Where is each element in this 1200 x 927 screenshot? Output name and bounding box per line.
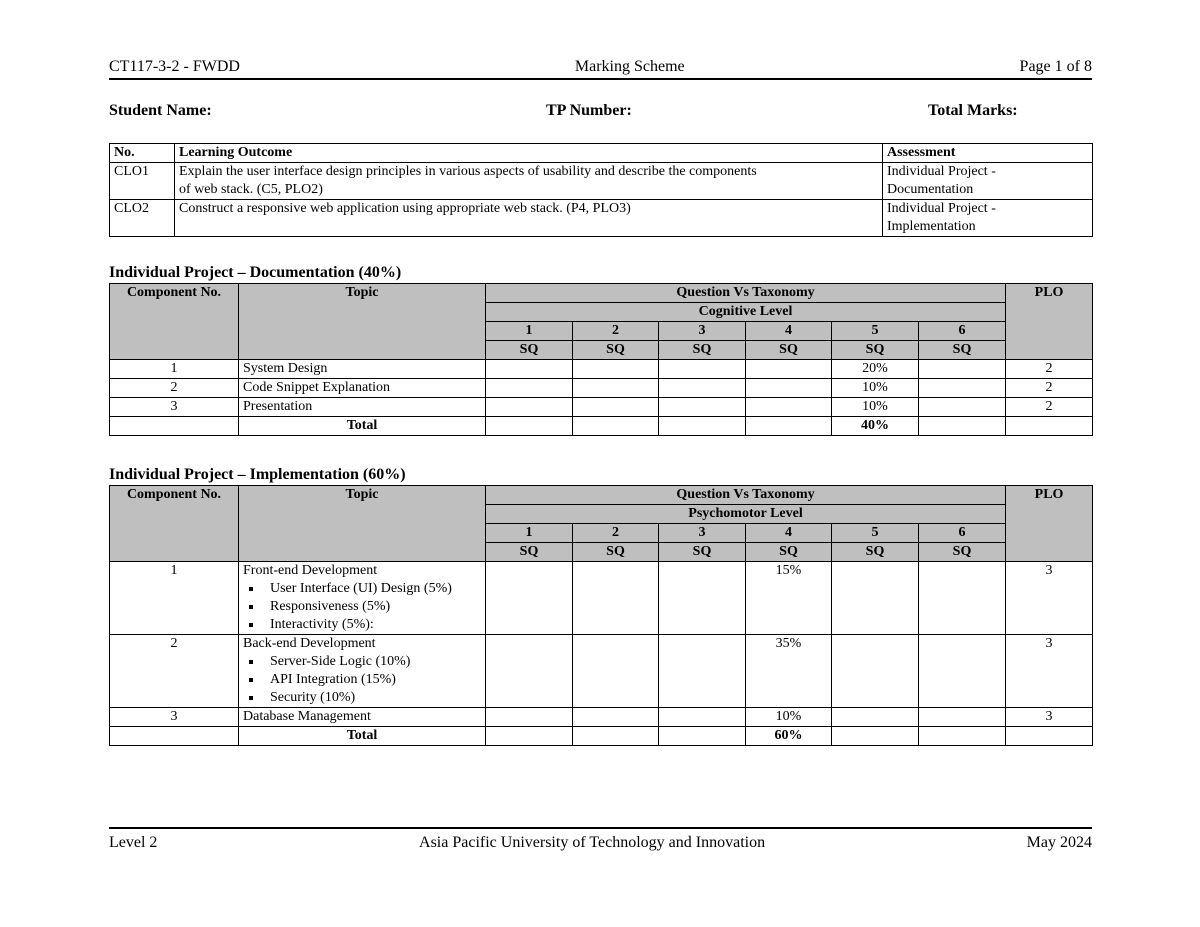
footer-date: May 2024 bbox=[1026, 834, 1092, 851]
component-no: 1 bbox=[110, 360, 239, 379]
list-item: User Interface (UI) Design (5%) bbox=[243, 580, 481, 598]
level-2: 2 bbox=[573, 524, 659, 543]
assessment-text: Individual Project - bbox=[887, 201, 996, 216]
topic: Presentation bbox=[239, 398, 486, 417]
topic bbox=[239, 635, 486, 708]
header-component: Component No. bbox=[110, 486, 239, 562]
level-2: 2 bbox=[573, 322, 659, 341]
clo-outcome bbox=[175, 200, 883, 237]
total-marks-label: Total Marks: bbox=[928, 102, 1018, 119]
table-row bbox=[110, 398, 1093, 417]
sq-label: SQ bbox=[659, 341, 746, 360]
sq-label: SQ bbox=[746, 341, 832, 360]
table-row bbox=[110, 379, 1093, 398]
header-plo: PLO bbox=[1006, 284, 1093, 360]
sq-label: SQ bbox=[573, 341, 659, 360]
level-6: 6 bbox=[919, 524, 1006, 543]
level-4: 4 bbox=[746, 322, 832, 341]
table-row bbox=[110, 200, 1093, 237]
table-row bbox=[110, 163, 1093, 200]
level-3: 3 bbox=[659, 322, 746, 341]
total-row bbox=[110, 727, 1093, 746]
page-header bbox=[109, 56, 1092, 80]
component-no: 2 bbox=[110, 635, 239, 708]
footer-level: Level 2 bbox=[109, 834, 158, 851]
assessment-text: Documentation bbox=[887, 182, 974, 197]
plo-value: 3 bbox=[1006, 635, 1093, 708]
student-name-label: Student Name: bbox=[109, 102, 212, 119]
clo-assessment bbox=[883, 200, 1093, 237]
header-component: Component No. bbox=[110, 284, 239, 360]
page-number: Page 1 of 8 bbox=[1019, 58, 1092, 75]
topic bbox=[239, 562, 486, 635]
topic-title: Front-end Development bbox=[243, 563, 378, 578]
sq-label: SQ bbox=[573, 543, 659, 562]
component-no: 3 bbox=[110, 398, 239, 417]
course-code: CT117-3-2 - FWDD bbox=[109, 58, 240, 75]
total-row bbox=[110, 417, 1093, 436]
level-3: 3 bbox=[659, 524, 746, 543]
learning-outcome-table bbox=[109, 143, 1093, 237]
sub-topic-list bbox=[243, 580, 481, 634]
plo-value: 3 bbox=[1006, 562, 1093, 635]
list-item: API Integration (15%) bbox=[243, 671, 481, 689]
list-item: Interactivity (5%): bbox=[243, 616, 481, 634]
total-label: Total bbox=[239, 417, 486, 436]
level-6: 6 bbox=[919, 322, 1006, 341]
level-1: 1 bbox=[486, 322, 573, 341]
implementation-table bbox=[109, 485, 1093, 746]
level-4: 4 bbox=[746, 524, 832, 543]
component-no: 1 bbox=[110, 562, 239, 635]
assessment-text: Individual Project - bbox=[887, 164, 996, 179]
header-plo: PLO bbox=[1006, 486, 1093, 562]
outcome-text: of web stack. (C5, PLO2) bbox=[179, 182, 323, 197]
header-assessment: Assessment bbox=[883, 144, 1093, 163]
list-item: Security (10%) bbox=[243, 689, 481, 707]
clo-no: CLO2 bbox=[110, 200, 175, 237]
implementation-section-title: Individual Project – Implementation (60%) bbox=[109, 466, 406, 483]
component-no: 3 bbox=[110, 708, 239, 727]
list-item: Server-Side Logic (10%) bbox=[243, 653, 481, 671]
student-info bbox=[109, 102, 1092, 122]
page-footer bbox=[109, 827, 1092, 853]
level-4-mark: 10% bbox=[746, 708, 832, 727]
level-4-mark: 35% bbox=[746, 635, 832, 708]
level-4-mark: 15% bbox=[746, 562, 832, 635]
footer-university: Asia Pacific University of Technology and Innovation bbox=[419, 834, 766, 851]
table-row bbox=[110, 708, 1093, 727]
clo-no: CLO1 bbox=[110, 163, 175, 200]
list-item: Responsiveness (5%) bbox=[243, 598, 481, 616]
topic: Code Snippet Explanation bbox=[239, 379, 486, 398]
plo-value: 3 bbox=[1006, 708, 1093, 727]
table-row bbox=[110, 562, 1093, 635]
header-no: No. bbox=[110, 144, 175, 163]
header-outcome: Learning Outcome bbox=[175, 144, 883, 163]
level-5-mark: 10% bbox=[832, 379, 919, 398]
plo-value: 2 bbox=[1006, 379, 1093, 398]
topic: Database Management bbox=[239, 708, 486, 727]
header-level: Psychomotor Level bbox=[486, 505, 1006, 524]
documentation-section-title: Individual Project – Documentation (40%) bbox=[109, 264, 402, 281]
header-taxonomy: Question Vs Taxonomy bbox=[486, 486, 1006, 505]
plo-value: 2 bbox=[1006, 398, 1093, 417]
header-taxonomy: Question Vs Taxonomy bbox=[486, 284, 1006, 303]
outcome-text: Construct a responsive web application using appropriate web stack. (P4, PLO3) bbox=[179, 201, 631, 216]
table-header-row bbox=[110, 144, 1093, 163]
sq-label: SQ bbox=[919, 543, 1006, 562]
table-row bbox=[110, 635, 1093, 708]
component-no: 2 bbox=[110, 379, 239, 398]
header-topic: Topic bbox=[239, 486, 486, 562]
document-title: Marking Scheme bbox=[574, 58, 685, 75]
level-5: 5 bbox=[832, 322, 919, 341]
sq-label: SQ bbox=[659, 543, 746, 562]
clo-outcome bbox=[175, 163, 883, 200]
total-value: 60% bbox=[746, 727, 832, 746]
plo-value: 2 bbox=[1006, 360, 1093, 379]
sub-topic-list bbox=[243, 653, 481, 707]
clo-assessment bbox=[883, 163, 1093, 200]
level-5-mark: 20% bbox=[832, 360, 919, 379]
topic-title: Back-end Development bbox=[243, 636, 376, 651]
documentation-table bbox=[109, 283, 1093, 436]
level-1: 1 bbox=[486, 524, 573, 543]
sq-label: SQ bbox=[746, 543, 832, 562]
total-value: 40% bbox=[832, 417, 919, 436]
table-row bbox=[110, 360, 1093, 379]
sq-label: SQ bbox=[486, 543, 573, 562]
sq-label: SQ bbox=[486, 341, 573, 360]
level-5: 5 bbox=[832, 524, 919, 543]
total-label: Total bbox=[239, 727, 486, 746]
header-topic: Topic bbox=[239, 284, 486, 360]
level-5-mark: 10% bbox=[832, 398, 919, 417]
topic: System Design bbox=[239, 360, 486, 379]
tp-number-label: TP Number: bbox=[546, 102, 632, 119]
assessment-text: Implementation bbox=[887, 219, 976, 234]
sq-label: SQ bbox=[919, 341, 1006, 360]
outcome-text: Explain the user interface design principles in various aspects of usability and describe the components bbox=[179, 164, 757, 179]
header-level: Cognitive Level bbox=[486, 303, 1006, 322]
sq-label: SQ bbox=[832, 543, 919, 562]
sq-label: SQ bbox=[832, 341, 919, 360]
